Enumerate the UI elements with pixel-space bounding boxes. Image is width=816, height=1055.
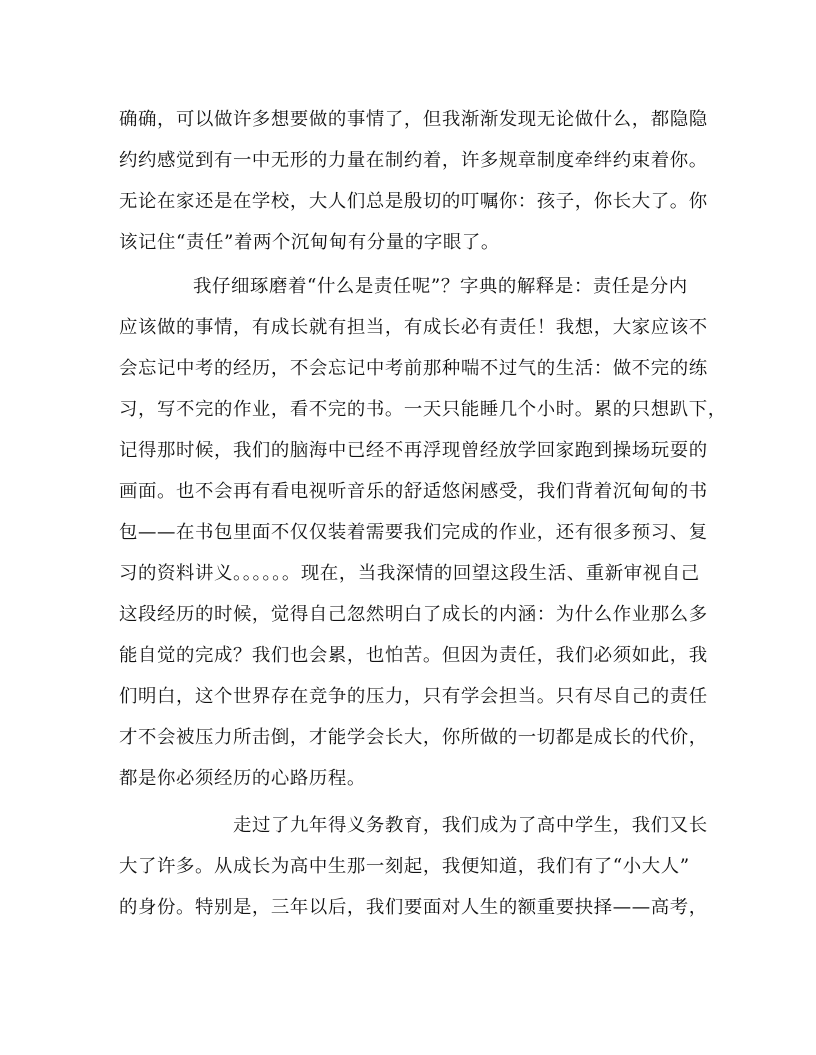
text-line: 记得那时候，我们的脑海中已经不再浮现曾经放学回家跑到操场玩耍的 (119, 440, 708, 461)
text-line: 该记住“责任”着两个沉甸甸有分量的字眼了。 (119, 232, 500, 253)
text-line: 无论在家还是在学校，大人们总是殷切的叮嘱你：孩子，你长大了。你 (119, 191, 708, 212)
text-line: 习，写不完的作业，看不完的书。一天只能睡几个小时。累的只想趴下， (119, 399, 727, 420)
text-line: 包——在书包里面不仅仅装着需要我们完成的作业，还有很多预习、复 (119, 522, 708, 543)
text-line: 才不会被压力所击倒，才能学会长大，你所做的一切都是成长的代价， (119, 727, 708, 748)
text-line: 应该做的事情，有成长就有担当，有成长必有责任！我想，大家应该不 (119, 317, 708, 338)
text-line: 确确，可以做许多想要做的事情了，但我渐渐发现无论做什么，都隐隐 (119, 109, 708, 130)
paragraph-first-line: 走过了九年得义务教育，我们成为了高中学生，我们又长 (233, 815, 708, 836)
text-line: 这段经历的时候，觉得自己忽然明白了成长的内涵：为什么作业那么多 (119, 604, 708, 625)
text-line: 大了许多。从成长为高中生那一刻起，我便知道，我们有了“小大人” (119, 856, 690, 877)
text-line: 习的资料讲义。。。。。。现在，当我深情的回望这段生活、重新审视自己 (119, 563, 700, 584)
text-line: 画面。也不会再有看电视听音乐的舒适悠闲感受，我们背着沉甸甸的书 (119, 481, 708, 502)
text-line: 都是你必须经历的心路历程。 (119, 768, 366, 789)
text-line: 能自觉的完成？我们也会累，也怕苦。但因为责任，我们必须如此，我 (119, 645, 708, 666)
text-line: 约约感觉到有一中无形的力量在制约着，许多规章制度牵绊约束着你。 (119, 150, 708, 171)
text-line: 的身份。特别是，三年以后，我们要面对人生的额重要抉择——高考， (119, 897, 708, 918)
paragraph-first-line: 我仔细琢磨着“什么是责任呢”？字典的解释是：责任是分内 (193, 276, 688, 297)
text-line: 们明白，这个世界存在竞争的压力，只有学会担当。只有尽自己的责任 (119, 686, 708, 707)
text-line: 会忘记中考的经历，不会忘记中考前那种喘不过气的生活：做不完的练 (119, 358, 708, 379)
